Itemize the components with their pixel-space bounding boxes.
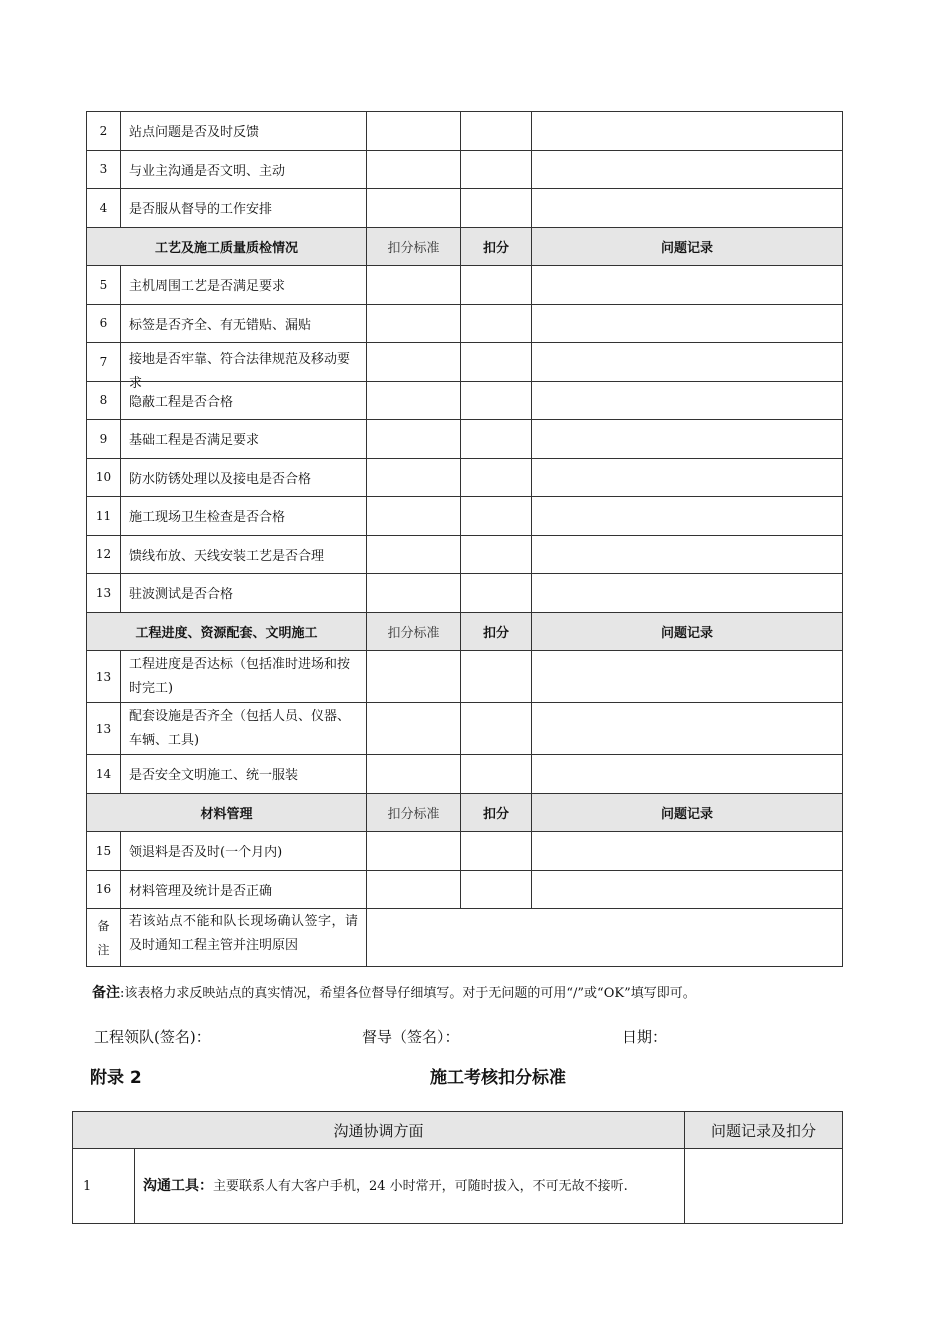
- standard-cell[interactable]: [367, 150, 461, 189]
- row-number: 1: [73, 1149, 135, 1224]
- record-cell[interactable]: [532, 832, 843, 871]
- table-row: [87, 343, 843, 382]
- row-item: [121, 304, 367, 343]
- table-row: [73, 1149, 843, 1224]
- item-text: 是否服从督导的工作安排: [129, 202, 273, 218]
- item-text: 标签是否齐全、有无错贴、漏贴: [129, 317, 312, 333]
- row-number: 12: [87, 535, 121, 574]
- section-header-row: [87, 227, 843, 266]
- deduction-cell[interactable]: [461, 870, 532, 909]
- standard-cell[interactable]: [367, 189, 461, 228]
- deduction-cell[interactable]: [461, 266, 532, 305]
- record-cell[interactable]: [532, 420, 843, 459]
- row-number: 13: [87, 703, 121, 755]
- row-item: [121, 870, 367, 909]
- row-number: 15: [87, 832, 121, 871]
- deduction-cell[interactable]: [461, 150, 532, 189]
- row-number: 13: [87, 574, 121, 613]
- standard-cell[interactable]: [367, 870, 461, 909]
- table-row: [87, 420, 843, 459]
- deduction-cell[interactable]: [461, 458, 532, 497]
- standard-cell[interactable]: [367, 535, 461, 574]
- table-row: [87, 304, 843, 343]
- standard-cell[interactable]: [367, 703, 461, 755]
- standard-cell[interactable]: [367, 381, 461, 420]
- section-title: 工程进度、资源配套、文明施工: [87, 612, 367, 651]
- row-number: 16: [87, 870, 121, 909]
- header-deduction: 扣分: [461, 793, 532, 832]
- remark-text-cell: [121, 909, 367, 967]
- header-record-deduction: 问题记录及扣分: [685, 1112, 843, 1149]
- row-text: 主要联系人有大客户手机，24 小时常开，可随时拔入，不可无故不接听.: [213, 1178, 628, 1194]
- row-item: [121, 266, 367, 305]
- row-number: 8: [87, 381, 121, 420]
- standard-cell[interactable]: [367, 755, 461, 794]
- table-row: [87, 832, 843, 871]
- row-number: 3: [87, 150, 121, 189]
- footnote-label: 备注: [92, 985, 120, 1001]
- row-item: [121, 651, 367, 703]
- row-number: 6: [87, 304, 121, 343]
- record-cell[interactable]: [532, 497, 843, 536]
- leader-signature-label: 工程领队(签名)：: [94, 1028, 211, 1046]
- record-cell[interactable]: [532, 870, 843, 909]
- remark-label-text: 备注: [97, 918, 110, 957]
- header-record: 问题记录: [532, 227, 843, 266]
- standard-cell[interactable]: [367, 458, 461, 497]
- table-row: [87, 266, 843, 305]
- record-cell[interactable]: [685, 1149, 843, 1224]
- record-cell[interactable]: [532, 381, 843, 420]
- row-item: [121, 189, 367, 228]
- row-item: [121, 535, 367, 574]
- row-number: 4: [87, 189, 121, 228]
- item-text: 接地是否牢靠、符合法律规范及移动要求: [129, 351, 351, 391]
- row-number: 7: [87, 343, 121, 382]
- row-item: [121, 832, 367, 871]
- deduction-cell[interactable]: [461, 574, 532, 613]
- row-number: 2: [87, 112, 121, 151]
- record-cell[interactable]: [532, 112, 843, 151]
- item-text: 领退料是否及时(一个月内): [129, 845, 283, 861]
- record-cell[interactable]: [532, 458, 843, 497]
- row-bold-label: 沟通工具：: [143, 1177, 213, 1194]
- row-item: [121, 574, 367, 613]
- row-number: 9: [87, 420, 121, 459]
- table-row: [87, 870, 843, 909]
- record-cell[interactable]: [532, 189, 843, 228]
- header-record: 问题记录: [532, 793, 843, 832]
- deduction-cell[interactable]: [461, 651, 532, 703]
- standard-cell[interactable]: [367, 574, 461, 613]
- table-row: [87, 150, 843, 189]
- standard-cell[interactable]: [367, 112, 461, 151]
- header-deduction: 扣分: [461, 612, 532, 651]
- section-title: 材料管理: [87, 793, 367, 832]
- table2-header-row: [73, 1112, 843, 1149]
- deduction-standard-table: [72, 1111, 843, 1224]
- row-number: 13: [87, 651, 121, 703]
- row-item: [121, 497, 367, 536]
- row-number: 14: [87, 755, 121, 794]
- item-text: 配套设施是否齐全（包括人员、仪器、车辆、工具): [129, 708, 351, 748]
- item-text: 驻波测试是否合格: [129, 587, 234, 603]
- record-cell[interactable]: [532, 755, 843, 794]
- deduction-cell[interactable]: [461, 703, 532, 755]
- table-row: [87, 755, 843, 794]
- deduction-cell[interactable]: [461, 304, 532, 343]
- footnote-text: :该表格力求反映站点的真实情况，希望各位督导仔细填写。对于无问题的可用“/”或“OK”填写即可。: [120, 986, 696, 1001]
- appendix-title: 施工考核扣分标准: [430, 1068, 566, 1088]
- deduction-cell[interactable]: [461, 535, 532, 574]
- remark-text: 若该站点不能和队长现场确认签字，请及时通知工程主管并注明原因: [129, 913, 358, 953]
- row-number: 11: [87, 497, 121, 536]
- record-cell[interactable]: [532, 651, 843, 703]
- item-text: 隐蔽工程是否合格: [129, 394, 234, 410]
- header-deduction: 扣分: [461, 227, 532, 266]
- record-cell[interactable]: [532, 343, 843, 382]
- standard-cell[interactable]: [367, 832, 461, 871]
- deduction-cell[interactable]: [461, 343, 532, 382]
- header-standard: 扣分标准: [367, 612, 461, 651]
- record-cell[interactable]: [532, 304, 843, 343]
- deduction-cell[interactable]: [461, 112, 532, 151]
- inspection-table: [86, 111, 843, 967]
- item-text: 工程进度是否达标（包括准时进场和按时完工): [129, 656, 351, 696]
- remark-row: [87, 909, 843, 967]
- row-description: [135, 1149, 685, 1224]
- record-cell[interactable]: [532, 535, 843, 574]
- header-standard: 扣分标准: [367, 793, 461, 832]
- header-record: 问题记录: [532, 612, 843, 651]
- table-row: [87, 381, 843, 420]
- table-row: [87, 535, 843, 574]
- record-cell[interactable]: [532, 703, 843, 755]
- row-item: [121, 343, 367, 391]
- deduction-cell[interactable]: [461, 497, 532, 536]
- table-row: [87, 651, 843, 703]
- standard-cell[interactable]: [367, 266, 461, 305]
- standard-cell[interactable]: [367, 651, 461, 703]
- row-item: [121, 755, 367, 794]
- item-text: 馈线布放、天线安装工艺是否合理: [129, 548, 325, 564]
- item-text: 基础工程是否满足要求: [129, 433, 260, 449]
- item-text: 主机周围工艺是否满足要求: [129, 279, 286, 295]
- row-number: 10: [87, 458, 121, 497]
- deduction-cell[interactable]: [461, 381, 532, 420]
- deduction-cell[interactable]: [461, 755, 532, 794]
- remark-blank-cell[interactable]: [367, 909, 843, 967]
- row-item: [121, 703, 367, 755]
- table-row: [87, 703, 843, 755]
- table-row: [87, 497, 843, 536]
- header-communication: 沟通协调方面: [73, 1112, 685, 1149]
- standard-cell[interactable]: [367, 497, 461, 536]
- record-cell[interactable]: [532, 574, 843, 613]
- row-number: 5: [87, 266, 121, 305]
- item-text: 防水防锈处理以及接电是否合格: [129, 471, 312, 487]
- item-text: 与业主沟通是否文明、主动: [129, 163, 286, 179]
- section-header-row: [87, 793, 843, 832]
- deduction-cell[interactable]: [461, 832, 532, 871]
- row-item: [121, 458, 367, 497]
- section-header-row: [87, 612, 843, 651]
- table-row: [87, 189, 843, 228]
- appendix-label: 附录 2: [90, 1068, 142, 1088]
- table-row: [87, 458, 843, 497]
- date-label: 日期：: [622, 1028, 668, 1046]
- item-text: 是否安全文明施工、统一服装: [129, 768, 299, 784]
- item-text: 施工现场卫生检查是否合格: [129, 510, 286, 526]
- record-cell[interactable]: [532, 150, 843, 189]
- deduction-cell[interactable]: [461, 420, 532, 459]
- table-row: [87, 574, 843, 613]
- row-item: [121, 420, 367, 459]
- standard-cell[interactable]: [367, 420, 461, 459]
- row-item: [121, 150, 367, 189]
- header-standard: 扣分标准: [367, 227, 461, 266]
- remark-label: [87, 909, 121, 967]
- standard-cell[interactable]: [367, 343, 461, 382]
- standard-cell[interactable]: [367, 304, 461, 343]
- record-cell[interactable]: [532, 266, 843, 305]
- row-item: [121, 112, 367, 151]
- deduction-cell[interactable]: [461, 189, 532, 228]
- row-item: [121, 381, 367, 420]
- item-text: 材料管理及统计是否正确: [129, 883, 273, 899]
- footnote: [92, 982, 696, 1002]
- table-row: [87, 112, 843, 151]
- supervisor-signature-label: 督导（签名）：: [362, 1028, 460, 1046]
- section-title: 工艺及施工质量质检情况: [87, 227, 367, 266]
- item-text: 站点问题是否及时反馈: [129, 125, 260, 141]
